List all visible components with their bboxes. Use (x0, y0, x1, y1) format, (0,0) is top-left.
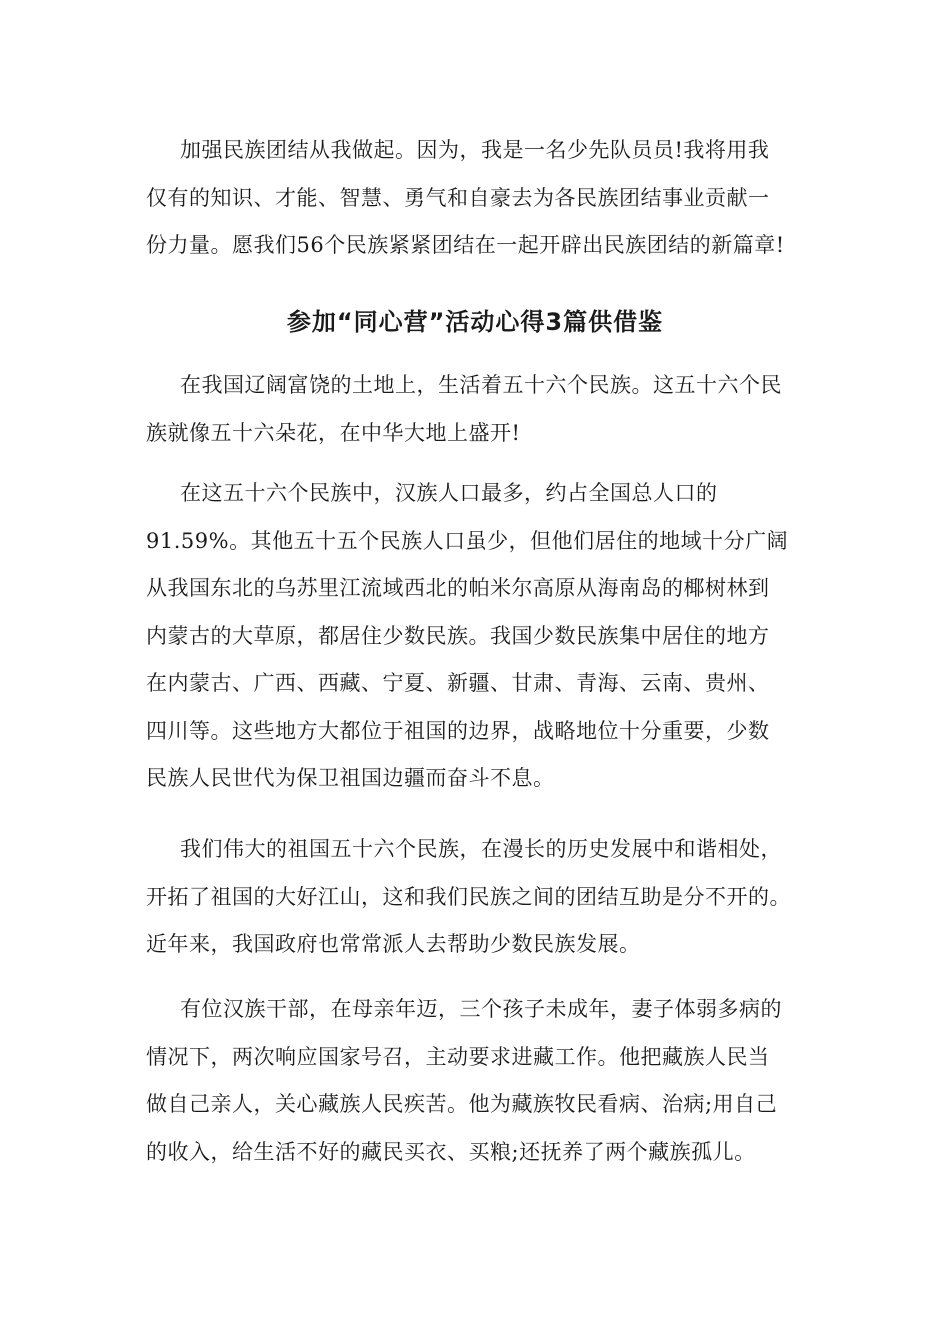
text-line: 近年来，我国政府也常常派人去帮助少数民族发展。 (146, 932, 641, 956)
text-line: 有位汉族干部，在母亲年迈，三个孩子未成年，妻子体弱多病的 (180, 997, 782, 1021)
text-line: 做自己亲人，关心藏族人民疾苦。他为藏族牧民看病、治病;用自己 (146, 1092, 778, 1116)
text-line: 民族人民世代为保卫祖国边疆而奋斗不息。 (146, 766, 555, 790)
paragraph (146, 986, 816, 1176)
text-line: 在内蒙古、广西、西藏、宁夏、新疆、甘肃、青海、云南、贵州、 (146, 671, 770, 695)
text-line: 仅有的知识、才能、智慧、勇气和自豪去为各民族团结事业贡献一 (146, 185, 770, 210)
text-line: 份力量。愿我们56个民族紧紧团结在一起开辟出民族团结的新篇章! (146, 233, 785, 257)
text-line: 的收入，给生活不好的藏民买衣、买粮;还抚养了两个藏族孤儿。 (146, 1139, 756, 1164)
text-line: 内蒙古的大草原，都居住少数民族。我国少数民族集中居住的地方 (146, 623, 770, 648)
text-line: 我们伟大的祖国五十六个民族，在漫长的历史发展中和谐相处， (180, 837, 782, 861)
paragraph (146, 470, 816, 803)
text-line: 在我国辽阔富饶的土地上，生活着五十六个民族。这五十六个民 (180, 373, 782, 397)
paragraph (146, 362, 816, 457)
text-line: 开拓了祖国的大好江山，这和我们民族之间的团结互助是分不开的。 (146, 884, 791, 909)
section-title: 参加“同心营”活动心得3篇供借鉴 (286, 308, 664, 336)
paragraph (146, 826, 816, 969)
text-line: 在这五十六个民族中，汉族人口最多，约占全国总人口的 (180, 481, 718, 505)
text-line: 加强民族团结从我做起。因为，我是一名少先队员员!我将用我 (180, 138, 770, 162)
intro-paragraph (146, 127, 816, 270)
text-line: 族就像五十六朵花，在中华大地上盛开! (146, 420, 521, 445)
text-line: 91.59%。其他五十五个民族人口虽少，但他们居住的地域十分广阔 (146, 528, 789, 553)
text-line: 情况下，两次响应国家号召，主动要求进藏工作。他把藏族人民当 (146, 1044, 770, 1069)
text-line: 从我国东北的乌苏里江流域西北的帕米尔高原从海南岛的椰树林到 (146, 576, 770, 600)
text-line: 四川等。这些地方大都位于祖国的边界，战略地位十分重要，少数 (146, 718, 770, 743)
